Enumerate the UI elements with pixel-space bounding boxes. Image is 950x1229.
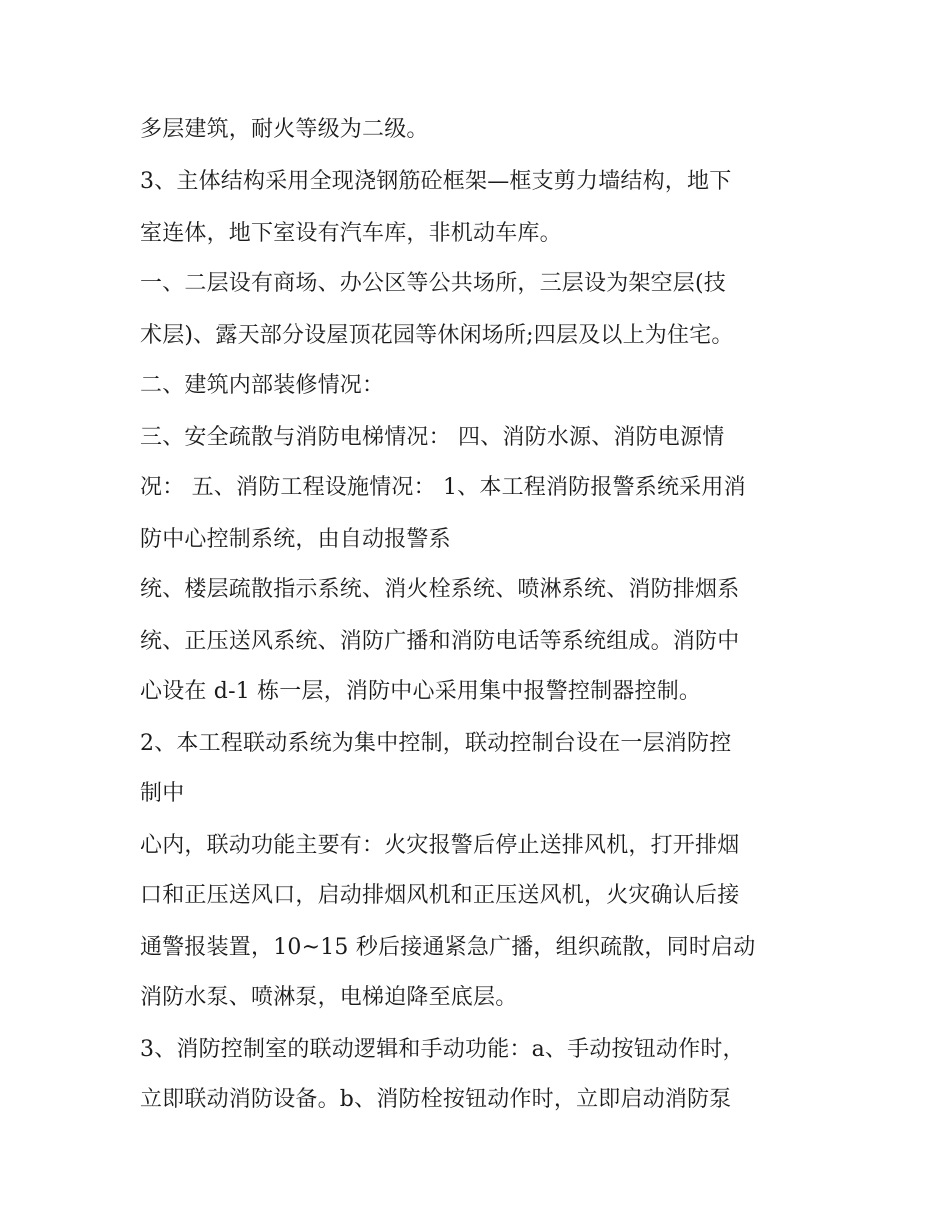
text-line: 况： 五、消防工程设施情况： 1、本工程消防报警系统采用消 xyxy=(140,475,746,500)
text-line: 多层建筑，耐火等级为二级。 xyxy=(140,117,429,142)
text-line: 统、正压送风系统、消防广播和消防电话等系统组成。消防中 xyxy=(140,629,740,654)
text-line: 口和正压送风口，启动排烟风机和正压送风机，火灾确认后接 xyxy=(140,883,740,908)
text-line: 3、主体结构采用全现浇钢筋砼框架—框支剪力墙结构，地下 xyxy=(140,169,732,194)
text-line: 一、二层设有商场、办公区等公共场所，三层设为架空层(技 xyxy=(140,271,726,296)
text-line: 立即联动消防设备。b、消防栓按钮动作时，立即启动消防泵 xyxy=(140,1087,732,1112)
text-line: 消防水泵、喷淋泵，电梯迫降至底层。 xyxy=(140,985,518,1010)
text-line: 统、楼层疏散指示系统、消火栓系统、喷淋系统、消防排烟系 xyxy=(140,577,740,602)
text-line: 室连体，地下室设有汽车库，非机动车库。 xyxy=(140,221,562,246)
text-line: 二、建筑内部装修情况： xyxy=(140,373,385,398)
text-line: 心设在 d-1 栋一层，消防中心采用集中报警控制器控制。 xyxy=(140,679,702,704)
text-line: 三、安全疏散与消防电梯情况： 四、消防水源、消防电源情 xyxy=(140,425,725,450)
text-line: 2、本工程联动系统为集中控制，联动控制台设在一层消防控 xyxy=(140,731,732,756)
text-line: 术层)、露天部分设屋顶花园等休闲场所;四层及以上为住宅。 xyxy=(140,323,734,348)
text-line: 通警报装置，10~15 秒后接通紧急广播，组织疏散，同时启动 xyxy=(140,935,756,960)
text-line: 心内，联动功能主要有：火灾报警后停止送排风机，打开排烟 xyxy=(140,833,740,858)
text-line: 防中心控制系统，由自动报警系 xyxy=(140,527,451,552)
text-line: 3、消防控制室的联动逻辑和手动功能：a、手动按钮动作时， xyxy=(140,1037,745,1062)
text-line: 制中 xyxy=(140,781,185,806)
